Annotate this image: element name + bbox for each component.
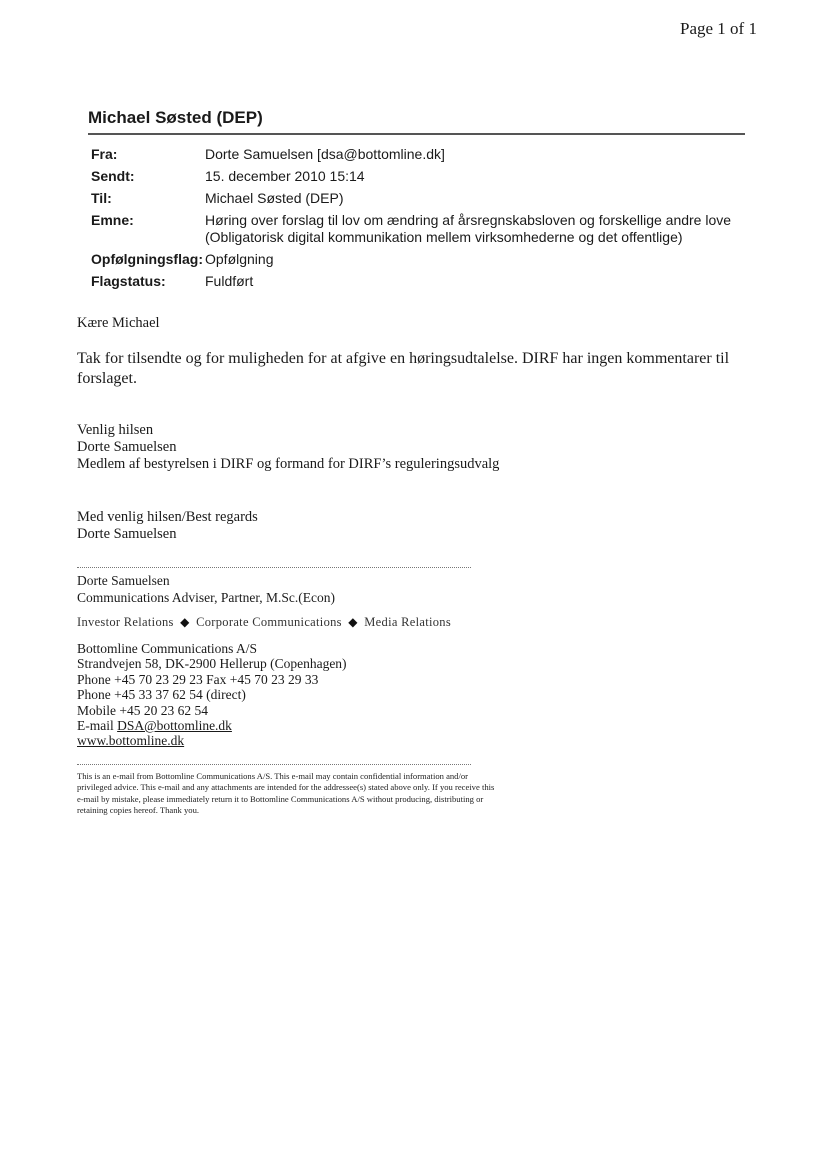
website-link[interactable]: www.bottomline.dk	[77, 733, 185, 749]
phone-direct: Phone +45 33 37 62 54 (direct)	[77, 687, 246, 703]
closing-name: Dorte Samuelsen	[77, 439, 177, 455]
closing-line: Venlig hilsen	[77, 422, 154, 438]
tagline-item: Media Relations	[364, 615, 452, 629]
company-name: Bottomline Communications A/S	[77, 641, 258, 656]
header-value: Michael Søsted (DEP)	[205, 190, 344, 206]
page-number: Page 1 of 1	[680, 19, 757, 38]
diamond-icon: ◆	[180, 615, 190, 629]
header-label: Til:	[91, 190, 112, 206]
closing-1	[77, 422, 499, 473]
tagline-item: Investor Relations	[77, 615, 174, 629]
closing-name: Dorte Samuelsen	[77, 526, 177, 542]
email-link[interactable]: DSA@bottomline.dk	[117, 718, 232, 734]
email-line	[77, 718, 347, 733]
signature-contact	[77, 641, 347, 749]
header-followup-flag	[91, 251, 745, 268]
title-divider	[88, 133, 745, 135]
diamond-icon: ◆	[348, 615, 358, 629]
header-label: Sendt:	[91, 168, 135, 184]
header-sent	[91, 168, 745, 185]
signature-divider	[77, 567, 471, 568]
greeting: Kære Michael	[77, 315, 160, 331]
header-subject	[91, 212, 745, 246]
phone-fax: Phone +45 70 23 29 23 Fax +45 70 23 29 33	[77, 671, 319, 687]
signature-tagline	[77, 615, 451, 630]
header-value: Fuldført	[205, 273, 254, 289]
email-prefix: E-mail	[77, 718, 114, 734]
header-label: Fra:	[91, 146, 118, 162]
header-to	[91, 190, 745, 207]
company-address: Strandvejen 58, DK-2900 Hellerup (Copenhagen)	[77, 656, 347, 672]
header-from	[91, 146, 745, 163]
header-value: Opfølgning	[205, 251, 274, 267]
disclaimer-divider	[77, 764, 471, 765]
closing-role: Medlem af bestyrelsen i DIRF og formand for DIRF’s reguleringsudvalg	[77, 456, 500, 472]
disclaimer: This is an e-mail from Bottomline Communications A/S. This e-mail may contain confidential information and/or privileged advice. This e-mail and any attachments are intended for the addressee(s) stated above only. If you receive this e-mail by mistake, please immediately return it to Bottomline Communications A/S without producing, distributing or retaining copies hereof. Thank you.	[77, 771, 495, 815]
signature-title: Communications Adviser, Partner, M.Sc.(Econ)	[77, 590, 336, 605]
mobile: Mobile +45 20 23 62 54	[77, 702, 208, 718]
message-body: Tak for tilsendte og for muligheden for at afgive en høringsudtalelse. DIRF har ingen kommentarer til forslaget.	[77, 350, 730, 387]
signature-name: Dorte Samuelsen	[77, 573, 170, 588]
header-value: Høring over forslag til lov om ændring af årsregnskabsloven og forskellige andre love (Obligatorisk digital kommunikation mellem virksomhederne og det offentlige)	[205, 212, 732, 245]
email-headers	[91, 146, 745, 295]
tagline-item: Corporate Communications	[196, 615, 342, 629]
closing-line: Med venlig hilsen/Best regards	[77, 509, 258, 525]
header-flag-status	[91, 273, 745, 290]
closing-2	[77, 509, 258, 543]
signature-person	[77, 572, 335, 606]
header-value: 15. december 2010 15:14	[205, 168, 365, 184]
header-label: Flagstatus:	[91, 273, 166, 289]
header-label: Emne:	[91, 212, 134, 228]
header-value: Dorte Samuelsen [dsa@bottomline.dk]	[205, 146, 445, 162]
mail-title: Michael Søsted (DEP)	[88, 108, 263, 127]
header-label: Opfølgningsflag:	[91, 251, 203, 267]
